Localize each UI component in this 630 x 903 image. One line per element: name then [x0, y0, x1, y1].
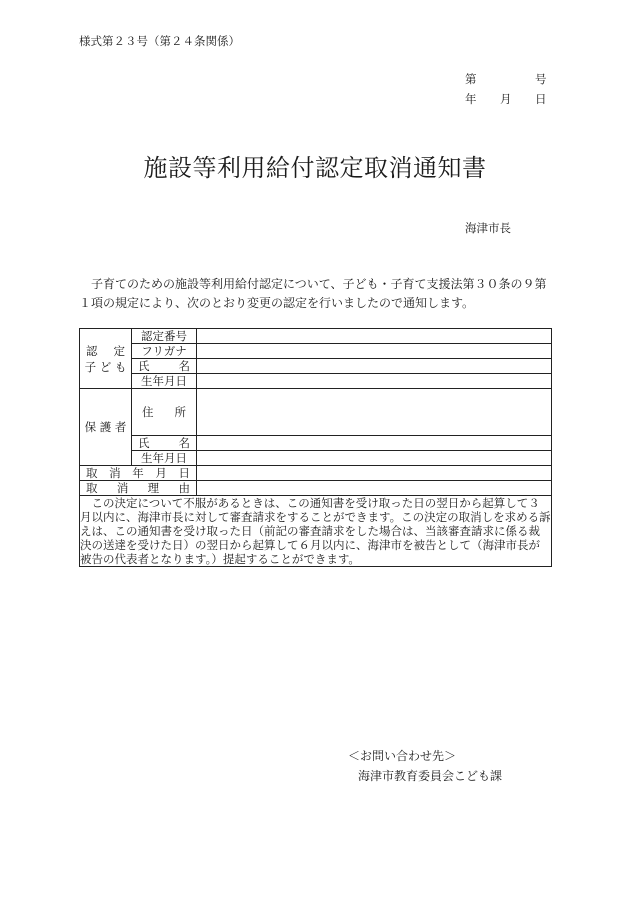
guardian-birthdate-label: 生年月日: [132, 451, 197, 466]
guardian-name-value[interactable]: [197, 436, 552, 451]
child-group-line2: 子 ど も: [84, 359, 127, 374]
table-row: [80, 496, 552, 567]
cancel-date-value[interactable]: [197, 466, 552, 481]
number-label-dai: 第: [465, 72, 477, 86]
appeal-text: この決定について不服があるときは、この通知書を受け取った日の翌日から起算して３月以内に、海津市長に対して審査請求をすることができます。この決定の取消しを求める訴えは、この通知書を受け取った日（前記の審査請求をした場合は、当該審査請求に係る裁決の送達を受けた日）の翌日から起算して６月以内に、海津市を被告として（海津市長が被告の代表者となります。）提起することができます。: [80, 496, 551, 566]
table-row: [80, 359, 552, 374]
contact-department: 海津市教育委員会こども課: [358, 769, 503, 783]
guardian-group-label: 保 護 者: [80, 389, 132, 466]
guardian-address-value[interactable]: [197, 389, 552, 436]
cancel-reason-label: 取 消 理 由: [80, 481, 197, 496]
table-row: [80, 374, 552, 389]
date-day-label: 日: [535, 92, 547, 106]
form-number: 様式第２３号（第２４条関係）: [79, 34, 240, 48]
guardian-address-label: 住 所: [132, 389, 197, 436]
furigana-value[interactable]: [197, 344, 552, 359]
child-birthdate-label: 生年月日: [132, 374, 197, 389]
child-group-line1: 認 定: [86, 343, 125, 358]
date-year-label: 年: [465, 92, 477, 106]
child-name-value[interactable]: [197, 359, 552, 374]
contact-heading: ＜お問い合わせ先＞: [348, 749, 457, 763]
cancel-reason-value[interactable]: [197, 481, 552, 496]
cert-number-label: 認定番号: [132, 329, 197, 344]
intro-paragraph: 子育てのための施設等利用給付認定について、子ども・子育て支援法第３０条の９第１項の規定により、次のとおり変更の認定を行いましたので通知します。: [79, 277, 547, 310]
guardian-birthdate-value[interactable]: [197, 451, 552, 466]
cert-number-value[interactable]: [197, 329, 552, 344]
child-group-label: [80, 329, 132, 389]
guardian-name-label: 氏 名: [132, 436, 197, 451]
table-row: [80, 451, 552, 466]
certification-table: [79, 328, 552, 567]
table-row: [80, 466, 552, 481]
furigana-label: フリガナ: [132, 344, 197, 359]
document-title: 施設等利用給付認定取消通知書: [143, 154, 487, 182]
cancel-date-label: 取 消 年 月 日: [80, 466, 197, 481]
table-row: [80, 481, 552, 496]
issuer-name: 海津市長: [465, 221, 511, 235]
number-label-go: 号: [535, 72, 547, 86]
table-row: [80, 344, 552, 359]
table-row: [80, 389, 552, 436]
table-row: [80, 436, 552, 451]
child-birthdate-value[interactable]: [197, 374, 552, 389]
appeal-notice: [80, 496, 552, 567]
child-name-label: 氏 名: [132, 359, 197, 374]
table-row: [80, 329, 552, 344]
date-month-label: 月: [500, 92, 512, 106]
